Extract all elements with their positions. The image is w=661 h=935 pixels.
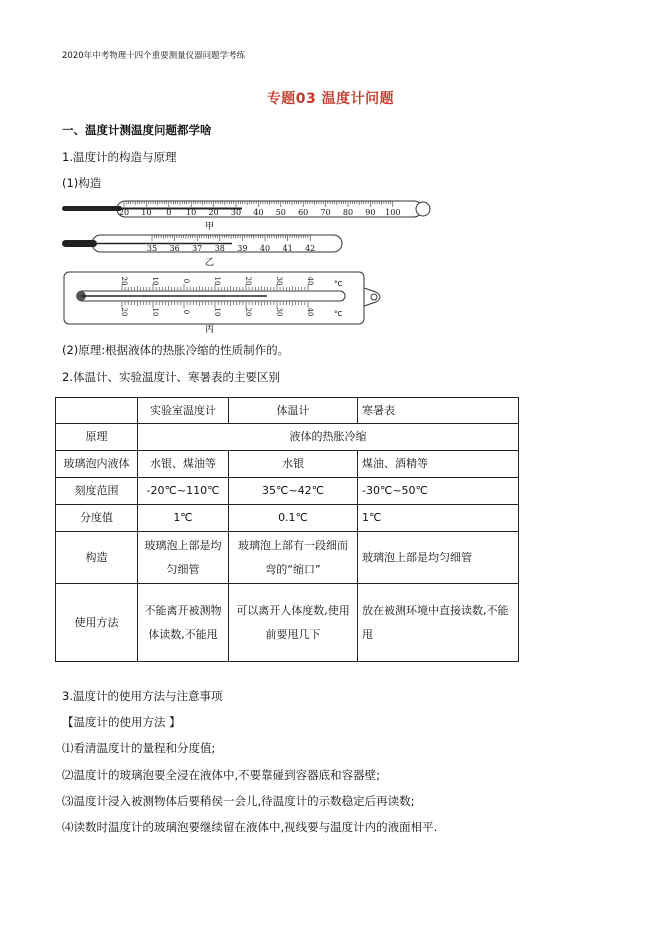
scale-label: 10 (141, 208, 152, 217)
scale-label: 40 (253, 208, 264, 217)
scale-label: 50 (275, 208, 286, 217)
table-row-label: 构造 (56, 532, 138, 584)
scale-label: 30 (275, 307, 283, 317)
scale-label: 10 (213, 276, 221, 286)
table-cell: 玻璃泡上部是均匀细管 (138, 532, 229, 584)
scale-label: 20 (244, 307, 252, 317)
scale-label: 20 (208, 208, 219, 217)
thermometer-jia-label: 甲 (205, 222, 215, 232)
table-cell: 水银 (229, 451, 358, 478)
table-row (56, 584, 519, 662)
scale-label: 36 (169, 244, 180, 253)
unit-label-top: °C (334, 280, 343, 288)
unit-label-bottom: °C (334, 310, 343, 318)
scale-label: 40 (306, 276, 314, 286)
scale-label: 41 (282, 244, 293, 253)
section-heading: 一、温度计测温度问题都学啥 (62, 123, 212, 137)
scale-label: 40 (306, 307, 314, 317)
scale-label: 10 (151, 307, 159, 317)
table-cell: 液体的热胀冷缩 (138, 424, 519, 451)
scale-label: 90 (365, 208, 376, 217)
scale-label: 38 (214, 244, 225, 253)
table-cell: 1℃ (358, 505, 519, 532)
table-header-cell: 实验室温度计 (138, 398, 229, 424)
usage-item: ⑷读数时温度计的玻璃泡要继续留在液体中,视线要与温度计内的液面相平. (62, 820, 438, 834)
scale-label: 0 (166, 208, 172, 217)
scale-label: 0 (182, 309, 190, 315)
table-cell: 35℃~42℃ (229, 478, 358, 505)
table-row (56, 478, 519, 505)
table-header-cell: 寒暑表 (358, 398, 519, 424)
table-cell: 水银、煤油等 (138, 451, 229, 478)
table-header-cell: 体温计 (229, 398, 358, 424)
table-cell: 煤油、酒精等 (358, 451, 519, 478)
table-cell: 玻璃泡上部有一段细而弯的“缩口” (229, 532, 358, 584)
table-cell: 可以离开人体度数,使用前要甩几下 (229, 584, 358, 662)
usage-item: ⑴看清温度计的量程和分度值; (62, 741, 216, 755)
table-cell: 不能离开被测物体读数,不能甩 (138, 584, 229, 662)
table-cell: 放在被测环境中直接读数,不能甩 (358, 584, 519, 662)
scale-label: 40 (259, 244, 271, 253)
thermometer-jia (62, 196, 437, 232)
table-row (56, 505, 519, 532)
thermometer-yi-label: 乙 (205, 258, 215, 268)
scale-label: 80 (342, 208, 354, 217)
thermometer-yi (62, 232, 347, 270)
scale-label: 42 (305, 244, 316, 253)
table-row-label: 原理 (56, 424, 138, 451)
scale-label: 70 (320, 208, 331, 217)
table-cell: 0.1℃ (229, 505, 358, 532)
table-row-label: 分度值 (56, 505, 138, 532)
subheading-construction: (1)构造 (62, 176, 102, 190)
scale-label: 37 (192, 244, 203, 253)
document-header: 2020年中考物理十四个重要测量仪器问题学考练 (62, 51, 246, 61)
scale-label: 20 (118, 208, 130, 217)
page-title: 专题03 温度计问题 (266, 91, 395, 107)
subheading-usage: 3.温度计的使用方法与注意事项 (62, 689, 223, 703)
thermometer-bing (62, 270, 387, 335)
scale-label: 30 (230, 208, 242, 217)
scale-label: 35 (146, 244, 158, 253)
subheading-structure: 1.温度计的构造与原理 (62, 150, 177, 164)
table-row-label: 玻璃泡内液体 (56, 451, 138, 478)
scale-label: 20 (244, 276, 252, 286)
usage-heading: 【温度计的使用方法 】 (62, 715, 181, 729)
principle-text: (2)原理:根据液体的热胀冷缩的性质制作的。 (62, 343, 290, 357)
table-row-label: 刻度范围 (56, 478, 138, 505)
table-header-cell (56, 398, 138, 424)
scale-label: 10 (213, 307, 221, 317)
scale-label: 10 (186, 208, 197, 217)
comparison-table (55, 397, 519, 662)
scale-label: 100 (385, 208, 401, 217)
table-cell: 玻璃泡上部是均匀细管 (358, 532, 519, 584)
thermometer-bing-label: 丙 (205, 325, 215, 335)
table-row (56, 451, 519, 478)
subheading-differences: 2.体温计、实验温度计、寒暑表的主要区别 (62, 370, 280, 384)
table-row (56, 424, 519, 451)
scale-label: 60 (298, 208, 309, 217)
scale-label: 0 (182, 278, 190, 284)
table-cell: -20℃~110℃ (138, 478, 229, 505)
usage-item: ⑵温度计的玻璃泡要全浸在液体中,不要靠碰到容器底和容器壁; (62, 768, 381, 782)
table-cell: 1℃ (138, 505, 229, 532)
table-row (56, 532, 519, 584)
table-header-row (56, 398, 519, 424)
usage-item: ⑶温度计浸入被测物体后要稍侯一会儿,待温度计的示数稳定后再读数; (62, 794, 415, 808)
scale-label: 20 (120, 307, 128, 317)
scale-label: 20 (120, 276, 128, 286)
scale-label: 30 (275, 276, 283, 286)
table-row-label: 使用方法 (56, 584, 138, 662)
scale-label: 10 (151, 276, 159, 286)
table-cell: -30℃~50℃ (358, 478, 519, 505)
scale-label: 39 (237, 244, 248, 253)
